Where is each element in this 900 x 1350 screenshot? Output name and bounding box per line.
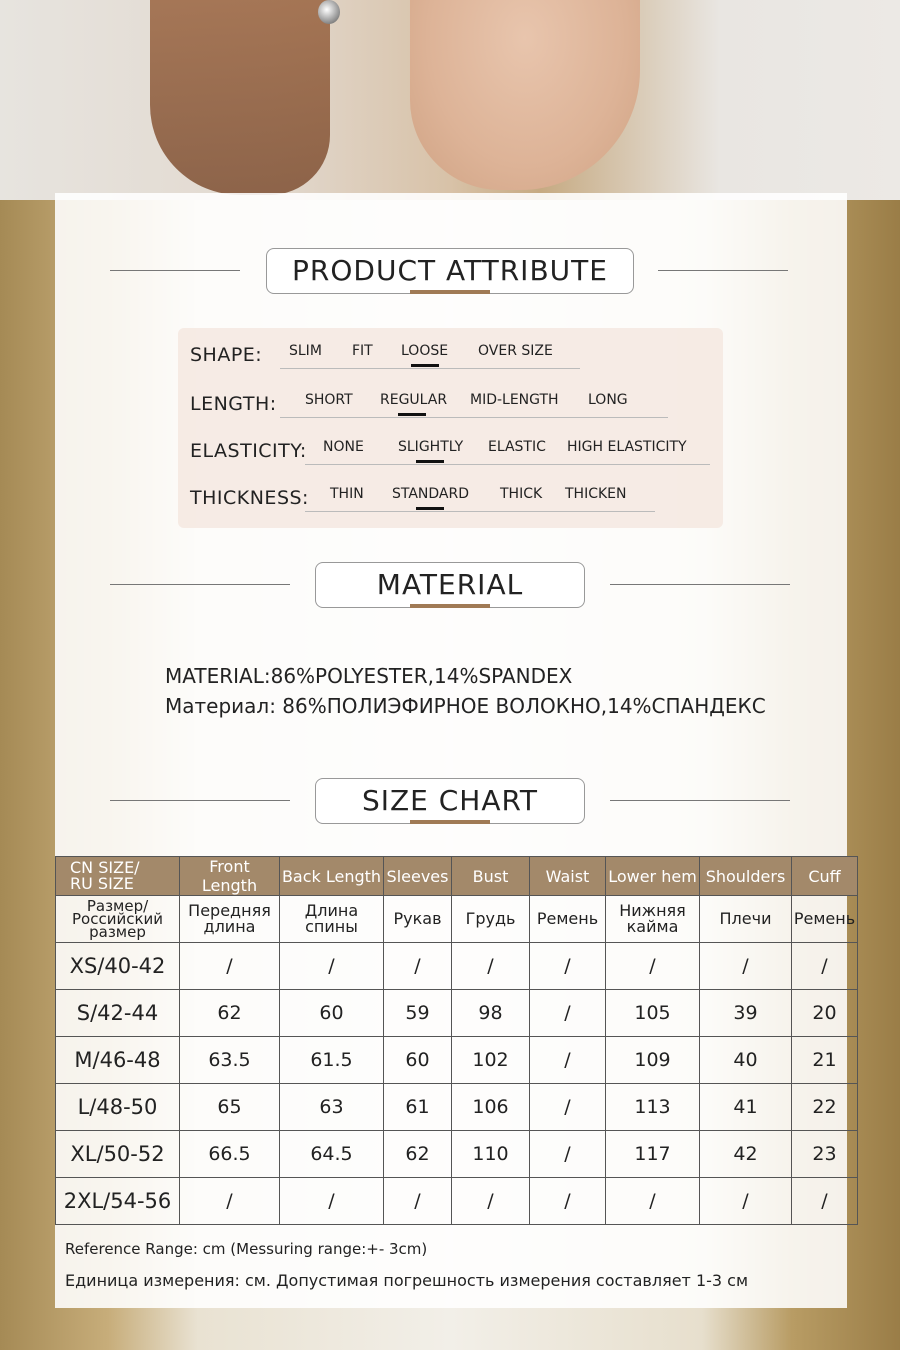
size-value-cell: 109 [606, 1037, 700, 1084]
attr-underline [280, 417, 668, 418]
selected-marker [398, 413, 426, 416]
size-label-cell: L/48-50 [56, 1084, 180, 1131]
table-row [56, 1178, 858, 1225]
size-value-cell: 59 [384, 990, 452, 1037]
attr-label: THICKNESS: [190, 487, 309, 509]
selected-marker [416, 507, 444, 510]
header-row-ru [56, 896, 858, 943]
attr-underline [305, 464, 710, 465]
measurement-note-ru: Единица измерения: см. Допустимая погрешность измерения составляет 1-3 см [65, 1271, 749, 1290]
attr-row-elasticity [190, 430, 730, 460]
size-value-cell: Back Length [280, 857, 384, 896]
attr-option: HIGH ELASTICITY [567, 439, 687, 455]
attr-option: OVER SIZE [478, 343, 553, 359]
header-rule-left [110, 800, 290, 801]
attr-option: SHORT [305, 392, 353, 408]
attr-option: SLIM [289, 343, 322, 359]
header-rule-right [658, 270, 788, 271]
size-value-cell: Передняя длина [180, 896, 280, 943]
header-accent-bar [410, 820, 490, 824]
size-value-cell: 110 [452, 1131, 530, 1178]
attr-underline [280, 368, 580, 369]
size-value-cell: / [180, 1178, 280, 1225]
size-value-cell: 60 [384, 1037, 452, 1084]
attr-label: SHAPE: [190, 344, 263, 366]
size-value-cell: 40 [700, 1037, 792, 1084]
attr-option-selected: LOOSE [401, 343, 449, 359]
size-chart-title: SIZE CHART [315, 778, 585, 824]
table-row [56, 943, 858, 990]
table-row [56, 990, 858, 1037]
size-value-cell: 39 [700, 990, 792, 1037]
product-attribute-header [0, 248, 900, 308]
size-label-cell: 2XL/54-56 [56, 1178, 180, 1225]
size-value-cell: Ремень [792, 896, 858, 943]
size-chart-table [55, 856, 858, 1225]
size-value-cell: Shoulders [700, 857, 792, 896]
selected-marker [411, 364, 439, 367]
size-value-cell: 102 [452, 1037, 530, 1084]
size-value-cell: 63.5 [180, 1037, 280, 1084]
size-label-cell: Размер/ Российский размер [56, 896, 180, 943]
attr-option-selected: SLIGHTLY [398, 439, 464, 455]
size-value-cell: 66.5 [180, 1131, 280, 1178]
size-value-cell: / [606, 1178, 700, 1225]
size-value-cell: / [792, 1178, 858, 1225]
attr-option: LONG [588, 392, 628, 408]
material-header [0, 562, 900, 622]
size-label-cell: CN SIZE/ RU SIZE [56, 857, 180, 896]
size-chart-header [0, 778, 900, 838]
size-value-cell: Грудь [452, 896, 530, 943]
attr-option-selected: STANDARD [392, 486, 470, 502]
size-value-cell: Front Length [180, 857, 280, 896]
attr-option: NONE [323, 439, 364, 455]
attr-option: THICK [500, 486, 543, 502]
size-value-cell: 113 [606, 1084, 700, 1131]
size-value-cell: Bust [452, 857, 530, 896]
header-rule-left [110, 584, 290, 585]
header-accent-bar [410, 290, 490, 294]
product-attribute-title: PRODUCT ATTRIBUTE [266, 248, 634, 294]
size-value-cell: / [384, 943, 452, 990]
size-value-cell: 61 [384, 1084, 452, 1131]
size-value-cell: / [452, 1178, 530, 1225]
size-value-cell: / [530, 1037, 606, 1084]
attr-option: MID-LENGTH [470, 392, 559, 408]
attr-underline [305, 511, 655, 512]
size-value-cell: 105 [606, 990, 700, 1037]
material-ru: Материал: 86%ПОЛИЭФИРНОЕ ВОЛОКНО,14%СПАНДЕКС [165, 694, 766, 718]
size-value-cell: 22 [792, 1084, 858, 1131]
size-value-cell: / [700, 1178, 792, 1225]
size-value-cell: / [530, 943, 606, 990]
size-value-cell: 63 [280, 1084, 384, 1131]
size-value-cell: 98 [452, 990, 530, 1037]
header-accent-bar [410, 604, 490, 608]
earring [318, 0, 340, 24]
size-value-cell: / [700, 943, 792, 990]
model-hair [150, 0, 330, 195]
attr-option: THIN [330, 486, 364, 502]
table-row [56, 1037, 858, 1084]
size-value-cell: 62 [384, 1131, 452, 1178]
size-value-cell: 106 [452, 1084, 530, 1131]
size-value-cell: 21 [792, 1037, 858, 1084]
attr-label: LENGTH: [190, 393, 277, 415]
size-value-cell: 41 [700, 1084, 792, 1131]
size-value-cell: / [452, 943, 530, 990]
size-value-cell: Нижняя кайма [606, 896, 700, 943]
size-value-cell: 117 [606, 1131, 700, 1178]
size-value-cell: / [280, 1178, 384, 1225]
size-value-cell: / [530, 990, 606, 1037]
size-value-cell: 20 [792, 990, 858, 1037]
attr-row-shape [190, 334, 730, 364]
selected-marker [416, 460, 444, 463]
material-en: MATERIAL:86%POLYESTER,14%SPANDEX [165, 664, 573, 688]
size-value-cell: Waist [530, 857, 606, 896]
attr-label: ELASTICITY: [190, 440, 307, 462]
table-row [56, 1131, 858, 1178]
size-value-cell: Cuff [792, 857, 858, 896]
header-row-en [56, 857, 858, 896]
material-title: MATERIAL [315, 562, 585, 608]
size-label-cell: XS/40-42 [56, 943, 180, 990]
size-value-cell: Sleeves [384, 857, 452, 896]
reference-range-note: Reference Range: cm (Messuring range:+- 3cm) [65, 1240, 428, 1258]
size-value-cell: 65 [180, 1084, 280, 1131]
size-value-cell: / [530, 1178, 606, 1225]
size-value-cell: 62 [180, 990, 280, 1037]
table-row [56, 1084, 858, 1131]
attr-option: ELASTIC [488, 439, 546, 455]
attr-option-selected: REGULAR [380, 392, 448, 408]
size-value-cell: 23 [792, 1131, 858, 1178]
size-value-cell: 61.5 [280, 1037, 384, 1084]
size-value-cell: Lower hem [606, 857, 700, 896]
size-value-cell: / [530, 1084, 606, 1131]
size-value-cell: / [792, 943, 858, 990]
size-value-cell: Плечи [700, 896, 792, 943]
attr-row-thickness [190, 477, 730, 507]
size-label-cell: M/46-48 [56, 1037, 180, 1084]
header-rule-left [110, 270, 240, 271]
size-value-cell: Длина спины [280, 896, 384, 943]
size-value-cell: / [280, 943, 384, 990]
size-value-cell: / [384, 1178, 452, 1225]
header-rule-right [610, 800, 790, 801]
attr-row-length [190, 383, 730, 413]
size-value-cell: / [180, 943, 280, 990]
size-label-cell: S/42-44 [56, 990, 180, 1037]
size-value-cell: Рукав [384, 896, 452, 943]
attr-option: FIT [352, 343, 373, 359]
size-value-cell: 42 [700, 1131, 792, 1178]
size-value-cell: / [606, 943, 700, 990]
size-value-cell: Ремень [530, 896, 606, 943]
size-label-cell: XL/50-52 [56, 1131, 180, 1178]
header-rule-right [610, 584, 790, 585]
size-value-cell: 64.5 [280, 1131, 384, 1178]
attr-option: THICKEN [565, 486, 627, 502]
size-value-cell: / [530, 1131, 606, 1178]
size-value-cell: 60 [280, 990, 384, 1037]
